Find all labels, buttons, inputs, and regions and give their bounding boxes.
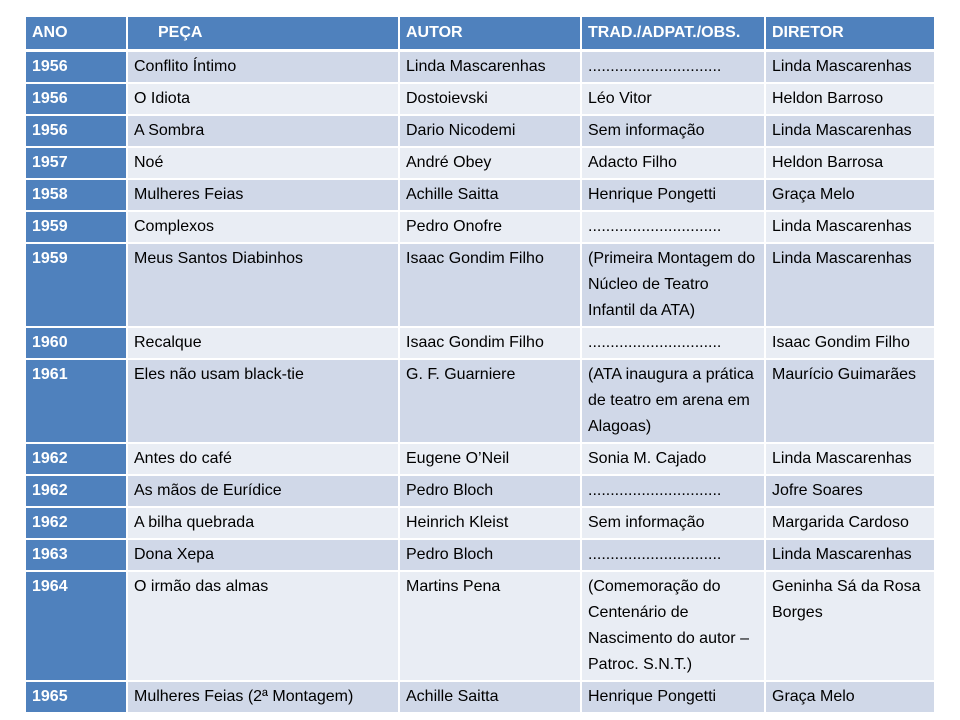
header-ano: ANO bbox=[26, 17, 128, 52]
cell-autor: Achille Saitta bbox=[400, 682, 582, 714]
cell-autor: Dario Nicodemi bbox=[400, 116, 582, 148]
table-row bbox=[26, 84, 934, 116]
cell-autor: Pedro Bloch bbox=[400, 540, 582, 572]
table-row bbox=[26, 476, 934, 508]
table-row bbox=[26, 360, 934, 444]
cell-trad-obs: Henrique Pongetti bbox=[582, 180, 766, 212]
cell-trad-obs: .............................. bbox=[582, 540, 766, 572]
cell-diretor: Graça Melo bbox=[766, 180, 934, 212]
cell-autor: Eugene O’Neil bbox=[400, 444, 582, 476]
cell-trad-obs: (Primeira Montagem do Núcleo de Teatro Infantil da ATA) bbox=[582, 244, 766, 328]
cell-peca: Dona Xepa bbox=[128, 540, 400, 572]
cell-peca: Mulheres Feias (2ª Montagem) bbox=[128, 682, 400, 714]
header-peca: PEÇA bbox=[128, 17, 400, 52]
cell-trad-obs: .............................. bbox=[582, 212, 766, 244]
cell-autor: Dostoievski bbox=[400, 84, 582, 116]
cell-ano: 1958 bbox=[26, 180, 128, 212]
cell-trad-obs: .............................. bbox=[582, 328, 766, 360]
cell-trad-obs: Sem informação bbox=[582, 116, 766, 148]
cell-peca: Antes do café bbox=[128, 444, 400, 476]
cell-ano: 1962 bbox=[26, 444, 128, 476]
cell-diretor: Geninha Sá da Rosa Borges bbox=[766, 572, 934, 682]
table-row bbox=[26, 180, 934, 212]
cell-diretor: Linda Mascarenhas bbox=[766, 212, 934, 244]
cell-trad-obs: Léo Vitor bbox=[582, 84, 766, 116]
header-diretor: DIRETOR bbox=[766, 17, 934, 52]
cell-ano: 1962 bbox=[26, 476, 128, 508]
cell-trad-obs: (Comemoração do Centenário de Nascimento do autor – Patroc. S.N.T.) bbox=[582, 572, 766, 682]
productions-table bbox=[26, 17, 934, 714]
table-row bbox=[26, 148, 934, 180]
cell-autor: Pedro Onofre bbox=[400, 212, 582, 244]
cell-peca: Eles não usam black-tie bbox=[128, 360, 400, 444]
cell-ano: 1956 bbox=[26, 84, 128, 116]
cell-trad-obs: (ATA inaugura a prática de teatro em arena em Alagoas) bbox=[582, 360, 766, 444]
cell-trad-obs: .............................. bbox=[582, 476, 766, 508]
cell-peca: Meus Santos Diabinhos bbox=[128, 244, 400, 328]
cell-peca: O Idiota bbox=[128, 84, 400, 116]
cell-diretor: Margarida Cardoso bbox=[766, 508, 934, 540]
cell-autor: Achille Saitta bbox=[400, 180, 582, 212]
table-row bbox=[26, 244, 934, 328]
cell-peca: As mãos de Eurídice bbox=[128, 476, 400, 508]
cell-ano: 1962 bbox=[26, 508, 128, 540]
table-row bbox=[26, 682, 934, 714]
cell-peca: O irmão das almas bbox=[128, 572, 400, 682]
cell-diretor: Linda Mascarenhas bbox=[766, 444, 934, 476]
table-row bbox=[26, 444, 934, 476]
cell-ano: 1960 bbox=[26, 328, 128, 360]
cell-ano: 1961 bbox=[26, 360, 128, 444]
cell-autor: Isaac Gondim Filho bbox=[400, 328, 582, 360]
cell-autor: Heinrich Kleist bbox=[400, 508, 582, 540]
cell-diretor: Linda Mascarenhas bbox=[766, 244, 934, 328]
cell-trad-obs: Henrique Pongetti bbox=[582, 682, 766, 714]
cell-peca: Mulheres Feias bbox=[128, 180, 400, 212]
table-row bbox=[26, 540, 934, 572]
cell-ano: 1963 bbox=[26, 540, 128, 572]
cell-diretor: Linda Mascarenhas bbox=[766, 52, 934, 84]
cell-peca: Recalque bbox=[128, 328, 400, 360]
cell-diretor: Graça Melo bbox=[766, 682, 934, 714]
cell-autor: Isaac Gondim Filho bbox=[400, 244, 582, 328]
table-row bbox=[26, 116, 934, 148]
table-row bbox=[26, 328, 934, 360]
cell-ano: 1956 bbox=[26, 116, 128, 148]
table-header-row bbox=[26, 17, 934, 52]
header-autor: AUTOR bbox=[400, 17, 582, 52]
cell-diretor: Linda Mascarenhas bbox=[766, 540, 934, 572]
cell-trad-obs: Sonia M. Cajado bbox=[582, 444, 766, 476]
cell-ano: 1965 bbox=[26, 682, 128, 714]
cell-autor: Martins Pena bbox=[400, 572, 582, 682]
cell-autor: Linda Mascarenhas bbox=[400, 52, 582, 84]
cell-ano: 1959 bbox=[26, 244, 128, 328]
cell-diretor: Heldon Barroso bbox=[766, 84, 934, 116]
cell-diretor: Maurício Guimarães bbox=[766, 360, 934, 444]
cell-peca: Complexos bbox=[128, 212, 400, 244]
cell-autor: G. F. Guarniere bbox=[400, 360, 582, 444]
cell-diretor: Heldon Barrosa bbox=[766, 148, 934, 180]
cell-ano: 1957 bbox=[26, 148, 128, 180]
cell-peca: Noé bbox=[128, 148, 400, 180]
cell-autor: Pedro Bloch bbox=[400, 476, 582, 508]
table-row bbox=[26, 508, 934, 540]
cell-trad-obs: Adacto Filho bbox=[582, 148, 766, 180]
cell-diretor: Jofre Soares bbox=[766, 476, 934, 508]
table-row bbox=[26, 572, 934, 682]
cell-autor: André Obey bbox=[400, 148, 582, 180]
cell-ano: 1956 bbox=[26, 52, 128, 84]
table-row bbox=[26, 52, 934, 84]
cell-peca: Conflito Íntimo bbox=[128, 52, 400, 84]
header-trad-obs: TRAD./ADPAT./OBS. bbox=[582, 17, 766, 52]
cell-peca: A bilha quebrada bbox=[128, 508, 400, 540]
cell-trad-obs: Sem informação bbox=[582, 508, 766, 540]
table-body bbox=[26, 52, 934, 714]
cell-trad-obs: .............................. bbox=[582, 52, 766, 84]
table-row bbox=[26, 212, 934, 244]
cell-ano: 1959 bbox=[26, 212, 128, 244]
cell-diretor: Isaac Gondim Filho bbox=[766, 328, 934, 360]
cell-diretor: Linda Mascarenhas bbox=[766, 116, 934, 148]
cell-ano: 1964 bbox=[26, 572, 128, 682]
cell-peca: A Sombra bbox=[128, 116, 400, 148]
